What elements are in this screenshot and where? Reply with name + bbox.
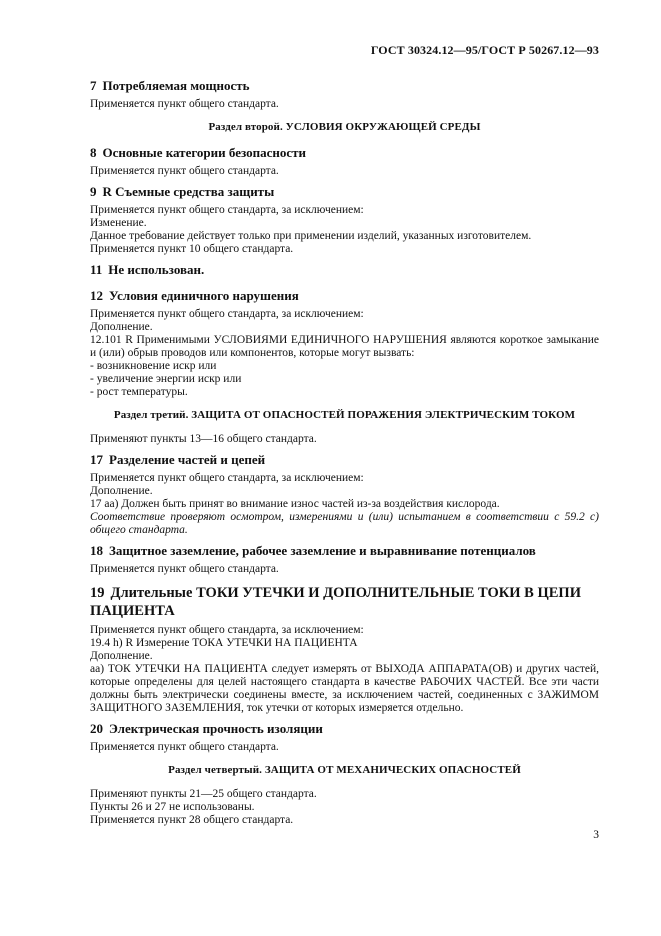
- section-20-heading: 20 Электрическая прочность изоляции: [90, 721, 323, 736]
- running-header: ГОСТ 30324.12—95/ГОСТ Р 50267.12—93: [370, 43, 599, 57]
- section-8-heading: 8 Основные категории безопасности: [90, 145, 307, 160]
- section-12-line-3: 12.101 R Применимыми УСЛОВИЯМИ ЕДИНИЧНОГО НАРУШЕНИЯ являются короткое замыкание и (или) обрыв проводов или компонентов, которые могут вызвать:: [90, 334, 599, 359]
- section-9-line-4: Применяется пункт 10 общего стандарта.: [90, 243, 294, 255]
- section-9-line-3: Данное требование действует только при применении изделий, указанных изготовителем.: [90, 230, 532, 242]
- section-17-heading: 17 Разделение частей и цепей: [90, 452, 266, 467]
- section-7-text: Применяется пункт общего стандарта.: [90, 98, 279, 110]
- section-12-line-1: Применяется пункт общего стандарта, за исключением:: [90, 308, 364, 320]
- section-12-line-2: Дополнение.: [90, 321, 153, 333]
- section-17-line-1: Применяется пункт общего стандарта, за исключением:: [90, 472, 364, 484]
- section-19-heading: 19 Длительные ТОКИ УТЕЧКИ И ДОПОЛНИТЕЛЬНЫЕ ТОКИ В ЦЕПИ ПАЦИЕНТА: [90, 585, 581, 619]
- part-4-line-2: Пункты 26 и 27 не использованы.: [90, 801, 255, 813]
- section-12-line-5: - увеличение энергии искр или: [90, 373, 242, 385]
- section-19-line-4: аа) ТОК УТЕЧКИ НА ПАЦИЕНТА следует измерять от ВЫХОДА АППАРАТА(ОВ) и других частей, которые определены для целей настоящего стандарта в качестве РАБОЧИХ ЧАСТЕЙ. Все эти части должны быть электрически соединены вместе, за исключением частей, соединенных с ЗАЖИМОМ ЗАЩИТНОГО ЗАЗЕМЛЕНИЯ, ток утечки от которых измеряется отдельно.: [90, 663, 599, 714]
- section-9-line-2: Изменение.: [90, 217, 147, 229]
- section-17-line-2: Дополнение.: [90, 485, 153, 497]
- section-20-text: Применяется пункт общего стандарта.: [90, 741, 279, 753]
- section-12-heading: 12 Условия единичного нарушения: [90, 288, 299, 303]
- section-17-line-3: 17 аа) Должен быть принят во внимание износ частей из-за воздействия кислорода.: [90, 498, 500, 510]
- section-12-line-4: - возникновение искр или: [90, 360, 217, 372]
- section-18-heading: 18 Защитное заземление, рабочее заземление и выравнивание потенциалов: [90, 543, 536, 558]
- section-8-text: Применяется пункт общего стандарта.: [90, 165, 279, 177]
- part-2-title: Раздел второй. УСЛОВИЯ ОКРУЖАЮЩЕЙ СРЕДЫ: [208, 121, 481, 133]
- section-19-line-2: 19.4 h) R Измерение ТОКА УТЕЧКИ НА ПАЦИЕНТА: [90, 637, 358, 649]
- part-4-title: Раздел четвертый. ЗАЩИТА ОТ МЕХАНИЧЕСКИХ ОПАСНОСТЕЙ: [168, 764, 521, 776]
- page-content: [90, 78, 599, 827]
- section-18-text: Применяется пункт общего стандарта.: [90, 563, 279, 575]
- section-19-line-3: Дополнение.: [90, 650, 153, 662]
- part-3-text: Применяют пункты 13—16 общего стандарта.: [90, 433, 317, 445]
- section-7-heading: 7 Потребляемая мощность: [90, 78, 250, 93]
- part-3-title: Раздел третий. ЗАЩИТА ОТ ОПАСНОСТЕЙ ПОРАЖЕНИЯ ЭЛЕКТРИЧЕСКИМ ТОКОМ: [113, 409, 576, 421]
- section-11-heading: 11 Не использован.: [90, 262, 205, 277]
- section-9-heading: 9 R Съемные средства защиты: [90, 184, 275, 199]
- section-19-line-1: Применяется пункт общего стандарта, за исключением:: [90, 624, 364, 636]
- section-9-line-1: Применяется пункт общего стандарта, за исключением:: [90, 204, 364, 216]
- part-4-line-3: Применяется пункт 28 общего стандарта.: [90, 814, 294, 826]
- section-17-line-4: Соответствие проверяют осмотром, измерениями и (или) испытанием в соответствии с 59.2 с) общего стандарта.: [90, 511, 599, 536]
- page-number: 3: [593, 829, 599, 841]
- section-12-line-6: - рост температуры.: [90, 386, 188, 398]
- part-4-line-1: Применяют пункты 21—25 общего стандарта.: [90, 788, 317, 800]
